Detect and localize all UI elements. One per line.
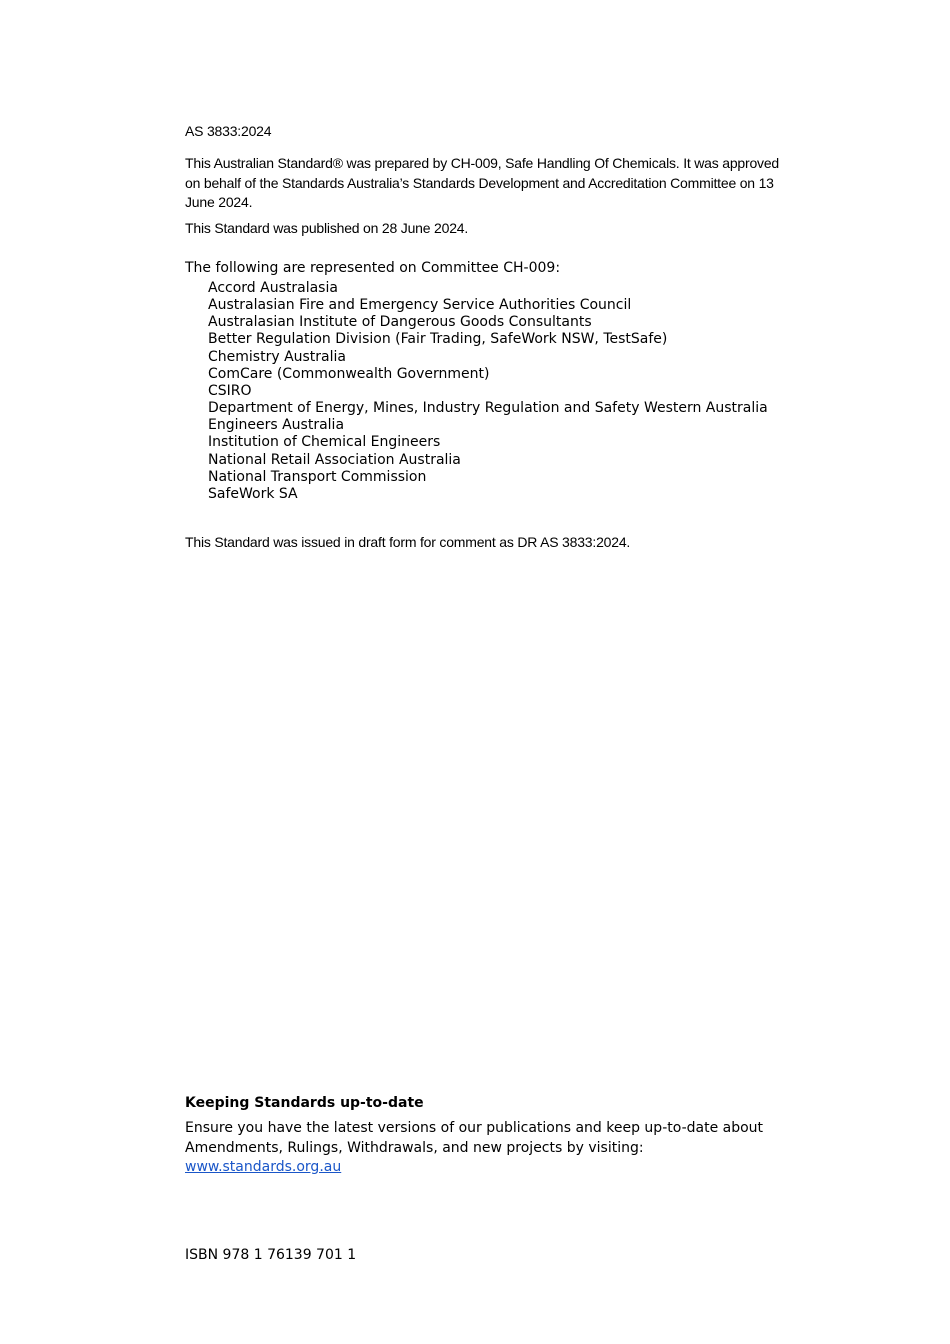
list-item: Australasian Fire and Emergency Service Authorities Council [208,297,632,314]
list-item: ComCare (Commonwealth Government) [208,365,490,382]
list-item: Australasian Institute of Dangerous Goods Consultants [208,314,592,331]
draft-statement: This Standard was issued in draft form for comment as DR AS 3833:2024. [185,534,631,550]
list-item: Institution of Chemical Engineers [208,434,441,451]
list-item: Engineers Australia [208,417,345,434]
committee-intro: The following are represented on Committee CH-009: [185,260,561,276]
committee-member-list [208,280,768,503]
published-statement: This Standard was published on 28 June 2024. [185,220,469,236]
standards-website-link[interactable]: www.standards.org.au [185,1159,342,1175]
list-item: National Transport Commission [208,468,427,485]
list-item: National Retail Association Australia [208,451,461,468]
list-item: SafeWork SA [208,485,298,502]
list-item: Department of Energy, Mines, Industry Regulation and Safety Western Australia [208,400,768,417]
section-body: Ensure you have the latest versions of our publications and keep up-to-date about Amendments, Rulings, Withdrawals, and new projects by visiting: [185,1120,764,1156]
list-item: Chemistry Australia [208,348,346,365]
preparation-statement: This Australian Standard® was prepared by CH-009, Safe Handling Of Chemicals. It was approved on behalf of the Standards Australia’s Standards Development and Accreditation Committee on 13 June 2024. [185,155,780,210]
document-id: AS 3833:2024 [185,123,272,139]
list-item: Better Regulation Division (Fair Trading, SafeWork NSW, TestSafe) [208,331,668,348]
list-item: Accord Australasia [208,280,338,296]
isbn: ISBN 978 1 76139 701 1 [185,1247,357,1263]
section-heading: Keeping Standards up-to-date [185,1095,424,1111]
list-item: CSIRO [208,382,252,399]
